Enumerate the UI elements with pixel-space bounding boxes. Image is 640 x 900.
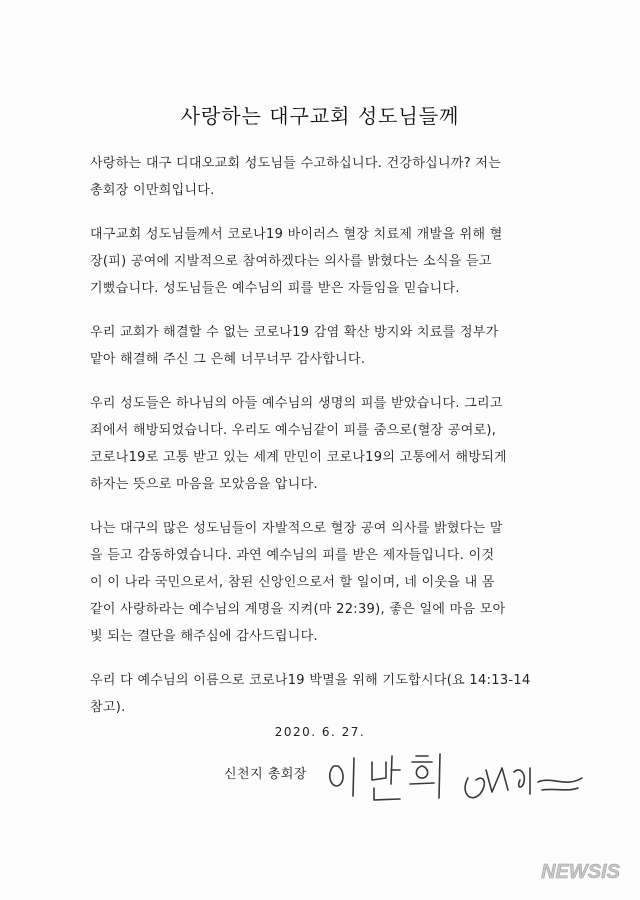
paragraph-line: 같이 사랑하라는 예수님의 계명을 지켜(마 22:39), 좋은 일에 마음 모아 xyxy=(90,602,506,617)
paragraph-line: 하자는 뜻으로 마음을 모았음을 압니다. xyxy=(90,477,318,492)
paragraph-line: 장(피) 공여에 지발적으로 참여하겠다는 의사를 밝혔다는 소식을 듣고 xyxy=(90,254,492,269)
paragraph-line: 총회장 이만희입니다. xyxy=(90,183,215,198)
paragraph-line: 우리 교회가 해결할 수 없는 코로나19 감염 확산 방지와 치료를 정부가 xyxy=(90,325,499,340)
paragraph xyxy=(90,150,555,204)
paragraph xyxy=(90,515,555,650)
paragraph-line: 이 이 나라 국민으로서, 참된 신앙인으로서 할 일이며, 네 이웃을 내 몸 xyxy=(90,575,495,590)
paragraph-line: 을 듣고 감동하였습니다. 과연 예수님의 피를 받은 제자들입니다. 이것 xyxy=(90,548,495,563)
paragraph xyxy=(90,667,555,721)
signer-title: 신천지 총회장 xyxy=(224,767,307,782)
paragraph xyxy=(90,390,555,498)
paragraph-line: 우리 성도들은 하나님의 아들 예수님의 생명의 피를 받았습니다. 그리고 xyxy=(90,396,503,411)
paragraph-line: 빛 되는 결단을 해주심에 감사드립니다. xyxy=(90,629,318,644)
paragraph-line: 기뻤습니다. 성도님들은 예수님의 피를 받은 자들임을 믿습니다. xyxy=(90,281,460,296)
newsis-watermark xyxy=(492,860,622,882)
paragraph-line: 우리 다 예수님의 이름으로 코로나19 박멸을 위해 기도합시다(요 14:13-14 xyxy=(90,673,531,688)
paragraph-line: 죄에서 해방되었습니다. 우리도 예수님같이 피를 줌으로(혈장 공여로), xyxy=(90,423,497,438)
paragraph-line: 코로나19로 고통 받고 있는 세계 만민이 코로나19의 고통에서 해방되게 xyxy=(90,450,507,465)
paragraph xyxy=(90,319,555,373)
letter-body xyxy=(90,150,555,738)
paragraph-line: 나는 대구의 많은 성도님들이 자발적으로 혈장 공여 의사를 밝혔다는 말 xyxy=(90,521,503,536)
letter-date: 2020. 6. 27. xyxy=(274,725,366,739)
paragraph xyxy=(90,221,555,302)
paragraph-line: 사랑하는 대구 디대오교회 성도님들 수고하십니다. 건강하십니까? 저는 xyxy=(90,156,502,171)
paragraph-line: 대구교회 성도님들께서 코로나19 바이러스 혈장 치료제 개발을 위해 혈 xyxy=(90,227,503,242)
paragraph-line: 참고). xyxy=(90,700,126,715)
watermark-text: NEWSIS xyxy=(541,861,620,882)
letter-title: 사랑하는 대구교회 성도님들께 xyxy=(180,104,460,128)
handwritten-signature xyxy=(320,748,590,818)
paragraph-line: 맡아 해결해 주신 그 은혜 너무너무 감사합니다. xyxy=(90,352,366,367)
